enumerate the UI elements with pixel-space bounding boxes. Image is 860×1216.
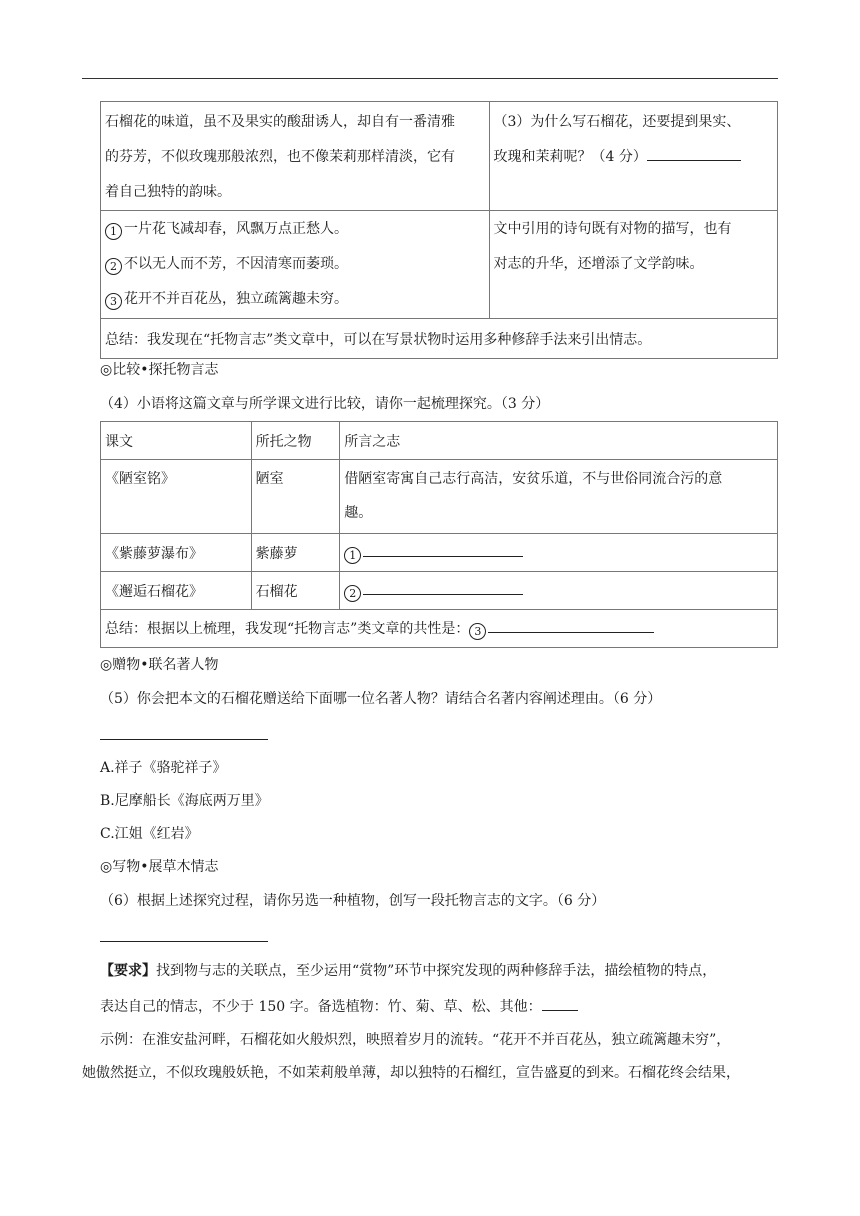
analysis-table bbox=[100, 101, 778, 359]
table-row bbox=[101, 610, 778, 648]
section-heading: ◎赠物•联名著人物 bbox=[100, 657, 219, 673]
aim-cell bbox=[340, 534, 778, 572]
answer-line[interactable] bbox=[100, 739, 268, 740]
example-line: 她傲然挺立，不似玫瑰般妖艳，不如茉莉般单薄，却以独特的石榴红，宣告盛夏的到来。石榴花终会结果， bbox=[82, 1065, 740, 1081]
circled-number: 1 bbox=[105, 223, 122, 240]
option-c: C.江姐《红岩》 bbox=[100, 826, 199, 842]
table-row bbox=[101, 460, 778, 534]
poem-line: 1 一片花飞减却春，风飘万点正愁人。 bbox=[105, 212, 485, 247]
table-header-row bbox=[101, 422, 778, 460]
poem-line: 2 不以无人而不芳，不因清寒而萎琐。 bbox=[105, 247, 485, 282]
text-title-cell: 《陋室铭》 bbox=[101, 460, 252, 534]
answer-blank[interactable] bbox=[488, 618, 654, 633]
comment-line: 文中引用的诗句既有对物的描写，也有 bbox=[493, 221, 732, 237]
aim-line: 借陋室寄寓自己志行高洁，安贫乐道，不与世俗同流合污的意 bbox=[344, 471, 723, 487]
summary-cell: 总结：根据以上梳理，我发现“托物言志”类文章的共性是： 3 bbox=[101, 610, 778, 648]
question-3-line: 玫瑰和茉莉呢？（4 分） bbox=[494, 140, 773, 175]
table-row bbox=[101, 211, 778, 319]
circled-number: 2 bbox=[105, 258, 122, 275]
excerpt-line: 着自己独特的韵味。 bbox=[105, 184, 231, 200]
comment-line: 对志的升华，还增添了文学韵味。 bbox=[493, 256, 704, 272]
comment-cell bbox=[489, 211, 777, 319]
requirement-line: 表达自己的情志，不少于 150 字。备选植物：竹、菊、草、松、其他： bbox=[100, 996, 578, 1017]
answer-blank[interactable] bbox=[647, 146, 741, 161]
excerpt-cell bbox=[101, 102, 490, 211]
circled-number: 3 bbox=[105, 293, 122, 310]
summary-text: 总结：我发现在“托物言志”类文章中，可以在写景状物时运用多种修辞手法来引出情志。 bbox=[105, 331, 652, 348]
section-heading: ◎写物•展草木情志 bbox=[100, 859, 219, 875]
answer-line[interactable] bbox=[100, 941, 268, 942]
circled-number: 3 bbox=[469, 623, 486, 640]
text-title-cell: 《邂逅石榴花》 bbox=[101, 572, 252, 610]
summary-cell bbox=[101, 319, 778, 359]
answer-blank[interactable] bbox=[363, 580, 523, 595]
table-row bbox=[101, 572, 778, 610]
aim-line: 趣。 bbox=[344, 505, 373, 521]
requirement-label: 【要求】 bbox=[100, 963, 156, 979]
question-3-line: （3）为什么写石榴花，还要提到果实、 bbox=[493, 114, 741, 130]
column-header: 课文 bbox=[101, 422, 252, 460]
option-a: A.祥子《骆驼祥子》 bbox=[100, 760, 227, 776]
header-rule bbox=[82, 78, 778, 79]
aim-cell bbox=[340, 572, 778, 610]
requirement-line: 【要求】找到物与志的关联点，至少运用“赏物”环节中探究发现的两种修辞手法，描绘植物的特点， bbox=[100, 963, 717, 979]
table-row bbox=[101, 102, 778, 211]
question-6: （6）根据上述探究过程，请你另选一种植物，创写一段托物言志的文字。（6 分） bbox=[100, 893, 606, 909]
poem-cell bbox=[101, 211, 490, 319]
example-line: 示例：在淮安盐河畔，石榴花如火般炽烈，映照着岁月的流转。“花开不并百花丛，独立疏篱趣未穷”， bbox=[100, 1032, 731, 1048]
column-header: 所言之志 bbox=[340, 422, 778, 460]
circled-number: 2 bbox=[344, 585, 361, 602]
table-row bbox=[101, 319, 778, 359]
question-5: （5）你会把本文的石榴花赠送给下面哪一位名著人物？请结合名著内容阐述理由。（6 分） bbox=[100, 691, 662, 707]
aim-cell bbox=[340, 460, 778, 534]
circled-number: 1 bbox=[344, 547, 361, 564]
table-row bbox=[101, 534, 778, 572]
object-cell: 紫藤萝 bbox=[251, 534, 340, 572]
answer-blank[interactable] bbox=[363, 542, 523, 557]
poem-line: 3 花开不并百花丛，独立疏篱趣未穷。 bbox=[105, 282, 485, 317]
column-header: 所托之物 bbox=[251, 422, 340, 460]
question-cell bbox=[489, 102, 777, 211]
object-cell: 陋室 bbox=[251, 460, 340, 534]
comparison-table bbox=[100, 421, 778, 648]
excerpt-line: 的芬芳，不似玫瑰那般浓烈，也不像茉莉那样清淡，它有 bbox=[105, 149, 455, 165]
excerpt-line: 石榴花的味道，虽不及果实的酸甜诱人，却自有一番清雅 bbox=[105, 114, 455, 130]
object-cell: 石榴花 bbox=[251, 572, 340, 610]
text-title-cell: 《紫藤萝瀑布》 bbox=[101, 534, 252, 572]
option-b: B.尼摩船长《海底两万里》 bbox=[100, 793, 269, 809]
answer-blank[interactable] bbox=[542, 996, 578, 1011]
section-heading: ◎比较•探托物言志 bbox=[100, 362, 219, 378]
question-4: （4）小语将这篇文章与所学课文进行比较，请你一起梳理探究。（3 分） bbox=[100, 396, 550, 412]
